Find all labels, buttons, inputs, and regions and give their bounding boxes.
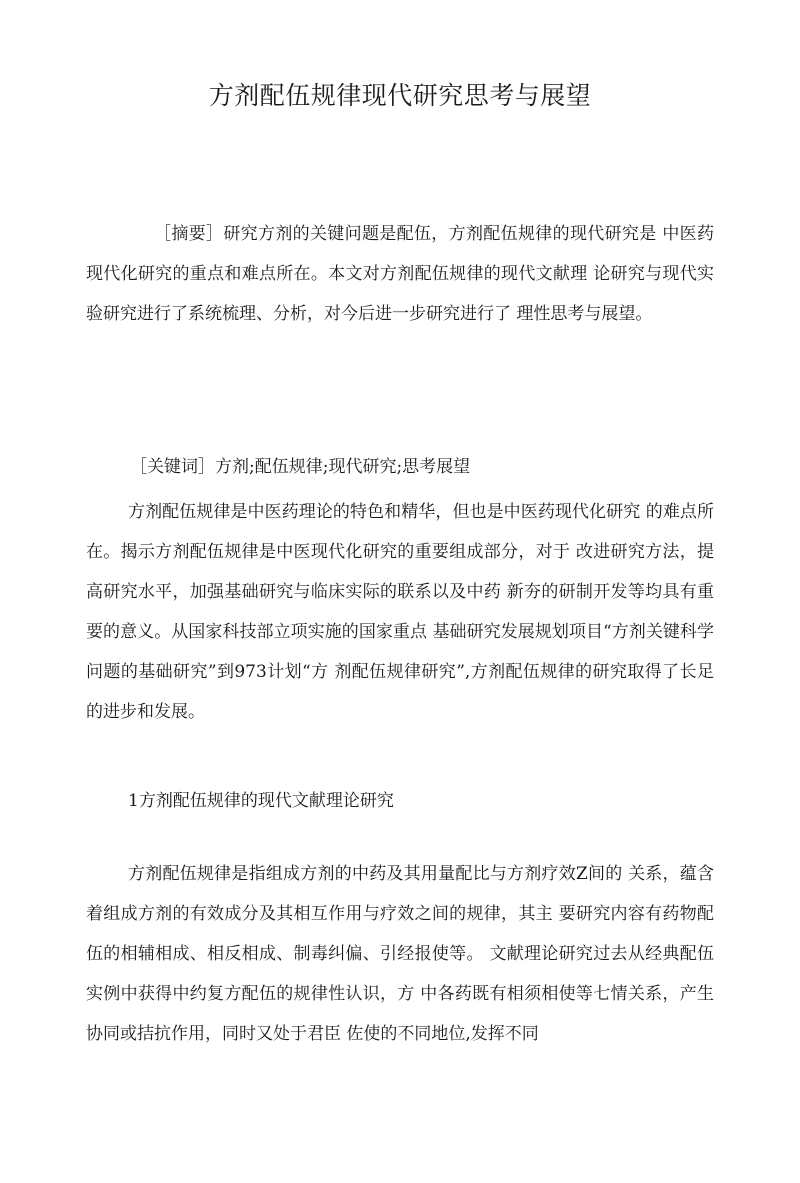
section-1-heading: 1方剂配伍规律的现代文献理论研究 <box>128 791 394 811</box>
intro-paragraph: 方剂配伍规律是中医药理论的特色和精华，但也是中医药现代化研究 的难点所在。揭示方剂配伍规律是中医现代化研究的重要组成部分，对于 改进研究方法，提高研究水平，加强基础研究与临床实际的联系以及中药 新夯的研制开发等均具有重要的意义。从国家科技部立项实施的国家重点 基础研究发展规划项目“方剂关键科学问题的基础研究”到973计划“方 剂配伍规律研究”,方剂配伍规律的研究取得了长足的进步和发展。 <box>86 502 714 722</box>
keywords-line: ［关键词］方剂;配伍规律;现代研究;思考展望 <box>130 457 471 477</box>
document-title: 方剂配伍规律现代研究思考与展望 <box>208 81 592 110</box>
abstract-paragraph: ［摘要］研究方剂的关键问题是配伍，方剂配伍规律的现代研究是 中医药现代化研究的重点和难点所在。本文对方剂配伍规律的现代文献理 论研究与现代实验研究进行了系统梳理、分析，对今后进一步研究进行了 理性思考与展望。 <box>86 224 714 324</box>
section-1-body-paragraph: 方剂配伍规律是指组成方剂的中药及其用量配比与方剂疗效Z间的 关系，蕴含着组成方剂的有效成分及其相互作用与疗效之间的规律，其主 要研究内容有药物配伍的相辅相成、相反相成、制毒纠偏、引经报使等。 文献理论研究过去从经典配伍实例中获得中约复方配伍的规律性认识，方 中各药既有相须相使等七情关系，产生协同或拮抗作用，同时又处于君臣 佐使的不同地位,发挥不同 <box>86 864 714 1044</box>
